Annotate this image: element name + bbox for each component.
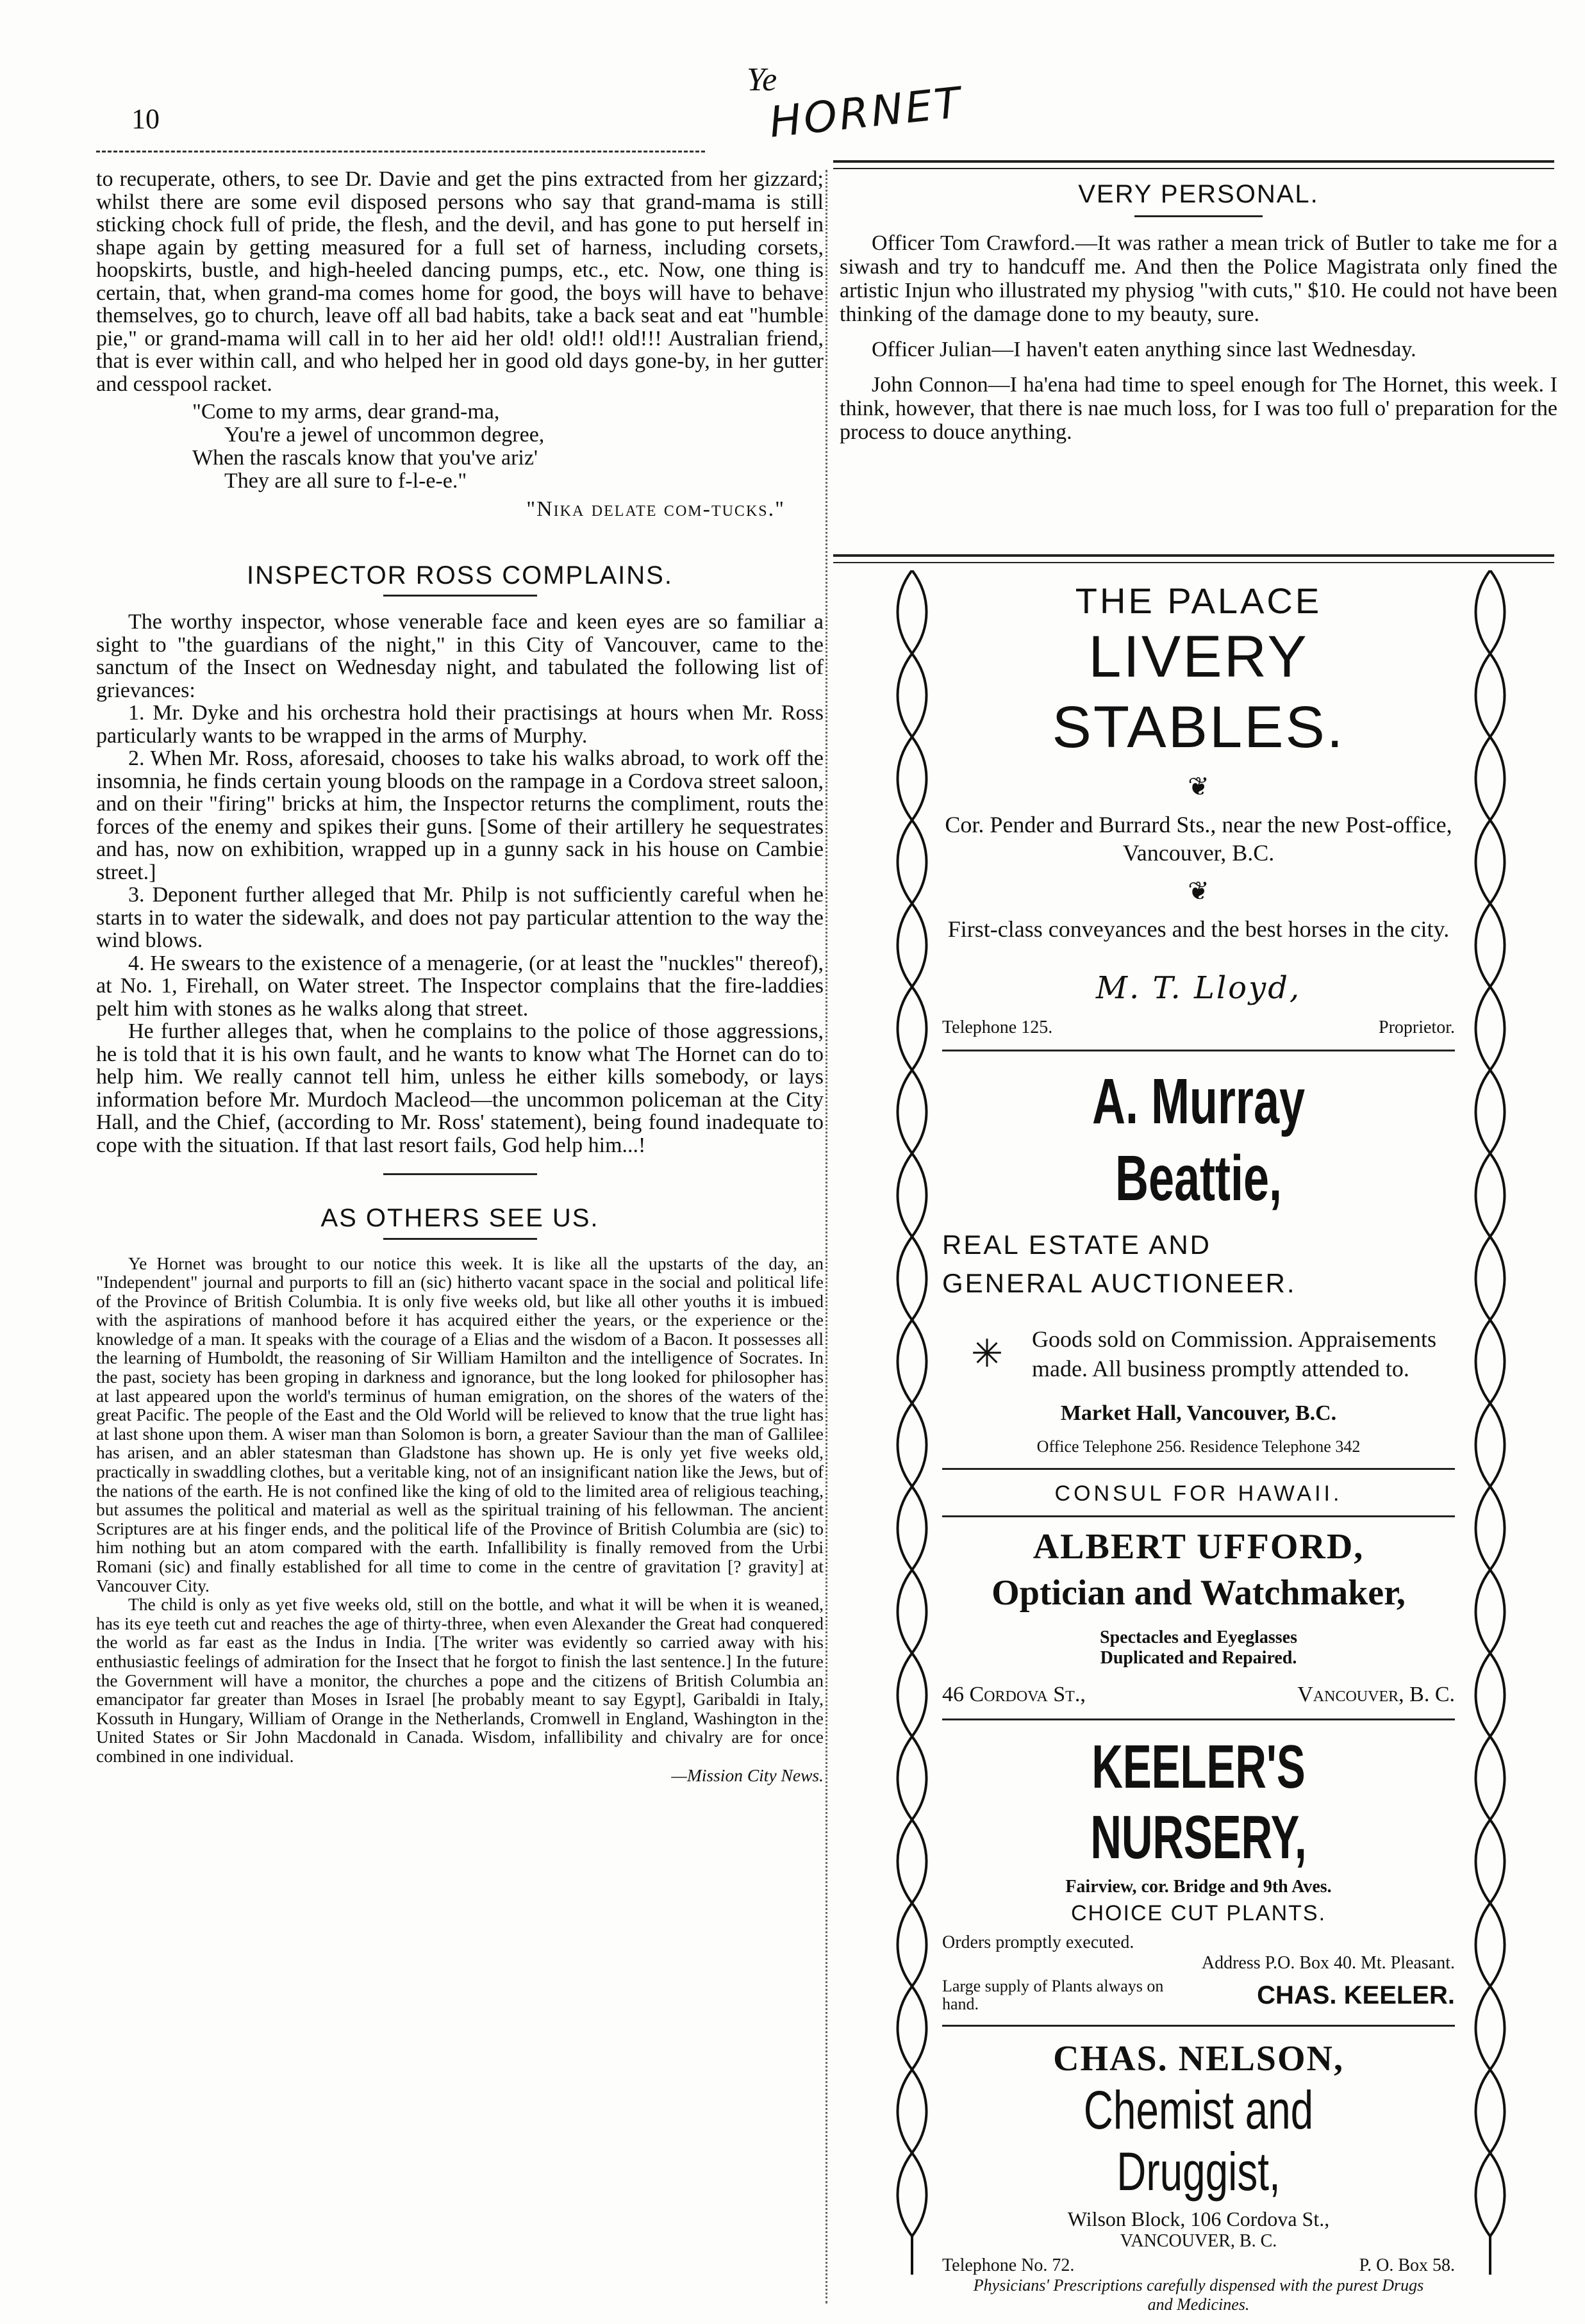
ad-divider — [942, 1515, 1455, 1517]
palace-livery-ad — [942, 580, 1455, 1038]
ad-ufford-street: 46 Cordova St., — [942, 1683, 1086, 1706]
ad-nelson-city: VANCOUVER, B. C. — [1120, 2231, 1277, 2251]
ad-ufford-banner: CONSUL FOR HAWAII. — [1054, 1481, 1343, 1506]
masthead — [743, 61, 966, 147]
poem-line: They are all sure to f-l-e-e." — [224, 469, 467, 493]
ad-beattie-phones: Office Telephone 256. Residence Telephone 342 — [1036, 1437, 1361, 1456]
ad-keeler-address: Address P.O. Box 40. Mt. Pleasant. — [1201, 1953, 1455, 1973]
ufford-ad — [942, 1481, 1455, 1707]
ad-divider — [942, 2025, 1455, 2027]
nelson-ad — [942, 2038, 1455, 2314]
ad-keeler-supply: Large supply of Plants always on hand. — [942, 1977, 1164, 2013]
section-rule — [383, 1173, 537, 1175]
header-rule-right — [833, 160, 1554, 163]
asterism-icon: ✳ — [970, 1333, 1004, 1375]
header-rule-right-thin — [833, 168, 1554, 169]
poem-line: "Come to my arms, dear grand-ma, — [192, 400, 500, 424]
personal-item: John Connon—I ha'ena had time to speel enough for The Hornet, this week. I think, however, that there is nae much loss, for I was too full o' preparation for the process to douce anything. — [840, 373, 1557, 444]
poem-line: When the rascals know that you've ariz' — [192, 446, 538, 470]
heading-rule — [383, 1238, 537, 1240]
article-paragraph: 3. Deponent further alleged that Mr. Philp is not sufficiently careful when he starts in to water the sidewalk, and does not pay particular attention to the way the wind blows. — [96, 883, 824, 952]
ad-beattie-body — [942, 1324, 1455, 1383]
ad-beattie-name-text: A. Murray Beattie, — [1091, 1066, 1306, 1214]
ad-ufford-line2: Duplicated and Repaired. — [1100, 1648, 1297, 1668]
ad-keeler-owner: CHAS. KEELER. — [1257, 1981, 1455, 2009]
article-source: —Mission City News. — [671, 1765, 824, 1785]
ad-section-rule-thin — [833, 562, 1554, 563]
keeler-ad — [942, 1732, 1455, 2013]
ad-keeler-name-text: KEELER'S NURSERY, — [1090, 1733, 1307, 1872]
article-paragraph: The child is only as yet five weeks old, still on the bottle, and what it will be when it is weaned, has its eye teeth cut and reaches the age of thirty-three, when even Alexander the Great had conquered the world as far east as the Indus in India. [The writer was evidently so carried away with his enthusiastic feelings of admiration for the Insect that he forgot to finish the last sentence.] In the future the Government will have a monitor, the churches a pope and the citizens of British Columbia an emancipator far greater than Moses in Israel [he probably meant to say Egypt], Garibaldi in Italy, Kossuth in Hungary, William of Orange in the Netherlands, Cromwell in England, Washington in the United States or Sir John Macdonald in Canada. Wisdom, infallibility and chivalry are for once combined in one individual. — [96, 1594, 824, 1766]
left-column — [96, 168, 824, 1784]
ad-ufford-address — [942, 1683, 1455, 1707]
chain-border-left-icon — [890, 570, 934, 2275]
masthead-prefix: Ye — [747, 62, 777, 98]
poem — [192, 400, 824, 493]
article-paragraph: 2. When Mr. Ross, aforesaid, chooses to take his walks abroad, to work off the insomnia, he finds certain young bloods on the rampage in a Cordova street saloon, and on their "firing" bricks at him, the Inspector returns the compliment, routs the forces of the enemy and spikes their guns. [Some of their artillery he sequestrates and has, now on exhibition, wrapped up in a gunny sack in his house on Cambie street.] — [96, 746, 824, 884]
right-column — [840, 180, 1557, 444]
ad-palace-role: Proprietor. — [1379, 1018, 1455, 1037]
article-paragraph: Ye Hornet was brought to our notice this week. It is like all the upstarts of the day, an "Independent" journal and purports to fill an (sic) hitherto vacant space in the social and political life of the Province of British Columbia. It is only five weeks old, but like all other youths it is imbued with the aspirations of manhood before it has acquired either the years, or the experience or the knowledge of a man. It speaks with the courage of a Elias and the wisdom of a Bacon. It possesses all the learning of Humboldt, the reasoning of Sir William Hamilton and the intelligence of Socrates. In the past, society has been groping in darkness and ignorance, but the long looked for philosopher has at last appeared upon the world's terminus of human emigration, on the shores of the waters of the great Pacific. The people of the East and the Old World will be relieved to know that the true light has at last shone upon them. A wiser man than Solomon is born, a greater Saviour than the man of Gallilee has arisen, and an abler statesman than Gladstone has shown up. He is only yet five weeks old, practically in swaddling clothes, but a veritable king, not of an insignificant nation like the Jews, but of the nations of the earth. He is not confined like the king of old to the limited area of religious teaching, but assumes the political and material as well as the spiritual training of his fellowman. The ancient Scriptures are at his finger ends, and the political life of the Province of British Columbia are (sic) to him nothing but an atom compared with the earth. Infallibility is finally removed from the Urbi Romani (sic) and finally established for all time to come in the centre of gravitation [? gravity] at Vancouver City. — [96, 1253, 824, 1595]
header-rule-left — [96, 151, 705, 152]
masthead-title: HORNET — [767, 78, 966, 147]
intro-paragraph: to recuperate, others, to see Dr. Davie and get the pins extracted from her gizzard; whilst there are some evil disposed persons who say that grand-mama is still sticking chock full of pride, the flesh, and the devil, and has gone to put herself in shape again by getting measured for a full set of harness, including corsets, hoopskirts, bustle, and high-heeled dancing pumps, etc., etc. Now, one thing is certain, that, when grand-ma comes home for good, the boys will have to behave themselves, go to church, leave off all bad habits, take a back seat and eat "humble pie," or grand-mama will call in to her aid her old! old!! old!!! Australian friend, that is ever within call, and who helped her in good old days gone-by, in her gutter and cesspool racket. — [96, 167, 824, 396]
beattie-ad — [942, 1063, 1455, 1456]
ad-beattie-line1: REAL ESTATE AND — [942, 1230, 1211, 1260]
chain-border-right-icon — [1468, 570, 1513, 2275]
ad-section-rule — [833, 554, 1554, 557]
fleuron-icon: ❦ — [1188, 772, 1209, 801]
ad-nelson-title — [942, 2079, 1455, 2202]
ad-nelson-address: Wilson Block, 106 Cordova St., — [1067, 2207, 1330, 2230]
poem-line: You're a jewel of uncommon degree, — [224, 423, 545, 447]
ad-palace-telephone: Telephone 125. — [942, 1018, 1053, 1037]
ad-nelson-name: CHAS. NELSON, — [1053, 2039, 1344, 2079]
ad-nelson-contact — [942, 2255, 1455, 2276]
column-divider — [826, 170, 827, 2303]
article-paragraph: The worthy inspector, whose venerable face and keen eyes are so familiar a sight to "the guardians of the night," in this City of Vancouver, came to the sanctum of the Insect on Wednesday night, and tabulated the following list of grievances: — [96, 610, 824, 702]
ad-divider — [942, 1050, 1455, 1051]
inspector-heading: INSPECTOR ROSS COMPLAINS. — [247, 561, 673, 589]
ad-palace-footer — [942, 1018, 1455, 1038]
ad-palace-subtitle: LIVERY STABLES. — [1052, 624, 1345, 760]
others-heading: AS OTHERS SEE US. — [320, 1204, 599, 1232]
personal-item: Officer Tom Crawford.—It was rather a mean trick of Butler to take me for a siwash and try to handcuff me. And then the Police Magistrata only fined the artistic Injun who illustrated my physiog "with cuts," $10. He could not have been thinking of the damage done to my beauty, sure. — [840, 231, 1557, 326]
advertisement-column — [942, 580, 1455, 2314]
heading-rule — [383, 595, 537, 597]
ad-ufford-line1: Spectacles and Eyeglasses — [1100, 1628, 1297, 1647]
ad-palace-title: THE PALACE — [1075, 581, 1322, 621]
ad-keeler-tagline: CHOICE CUT PLANTS. — [1070, 1901, 1327, 1925]
ad-nelson-title-text: Chemist and Druggist, — [1083, 2080, 1314, 2202]
article-paragraph: 1. Mr. Dyke and his orchestra hold their practisings at hours when Mr. Ross particularly wants to be wrapped in the arms of Murphy. — [96, 701, 824, 748]
ad-ufford-city: Vancouver, B. C. — [1297, 1683, 1455, 1706]
ad-divider — [942, 1468, 1455, 1470]
ad-beattie-text: Goods sold on Commission. Appraisements made. All business promptly attended to. — [1032, 1326, 1437, 1381]
fleuron-icon: ❦ — [1188, 877, 1209, 905]
ad-ufford-title: Optician and Watchmaker, — [992, 1573, 1406, 1613]
personal-item: Officer Julian—I haven't eaten anything since last Wednesday. — [872, 338, 1416, 361]
ad-beattie-line2: GENERAL AUCTIONEER. — [942, 1268, 1297, 1298]
ad-nelson-telephone: Telephone No. 72. — [942, 2255, 1075, 2275]
ad-keeler-location: Fairview, cor. Bridge and 9th Aves. — [1065, 1877, 1332, 1897]
ad-keeler-orders: Orders promptly executed. — [942, 1933, 1134, 1952]
ad-beattie-name — [942, 1063, 1455, 1217]
page-number: 10 — [131, 103, 160, 135]
ad-nelson-box: P. O. Box 58. — [1359, 2255, 1455, 2275]
article-paragraph: 4. He swears to the existence of a menagerie, (or at least the "nuckles" thereof), at No. 1, Firehall, on Water street. The Inspector complains that the fire-laddies pelt him with stones as he walks along that street. — [96, 951, 824, 1021]
poem-signature: "Nika delate com-tucks." — [526, 497, 785, 521]
ad-beattie-address: Market Hall, Vancouver, B.C. — [1060, 1401, 1337, 1425]
ad-divider — [942, 1718, 1455, 1720]
ad-nelson-note: Physicians' Prescriptions carefully dispensed with the purest Drugs and Medicines. — [973, 2276, 1424, 2314]
ad-ufford-name: ALBERT UFFORD, — [1033, 1527, 1365, 1567]
personal-heading: VERY PERSONAL. — [1078, 180, 1319, 208]
ad-palace-tagline: First-class conveyances and the best horses in the city. — [947, 916, 1450, 942]
ad-keeler-footer — [942, 1977, 1455, 2013]
ad-palace-address: Cor. Pender and Burrard Sts., near the new Post-office, Vancouver, B.C. — [945, 812, 1452, 866]
article-paragraph: He further alleges that, when he complains to the police of those aggressions, he is told that it is his own fault, and he wants to know what The Hornet can do to help him. We really cannot tell him, unless he either kills somebody, or lays information before Mr. Murdoch Macleod—the uncommon policeman at the City Hall, and the Chief, (according to Mr. Ross' statement), being found inadequate to cope with the situation. If that last resort fails, God help him...! — [96, 1019, 824, 1157]
heading-rule — [1134, 215, 1263, 217]
ad-keeler-name — [942, 1732, 1455, 1873]
ad-palace-owner: M. T. Lloyd, — [1095, 970, 1302, 1006]
